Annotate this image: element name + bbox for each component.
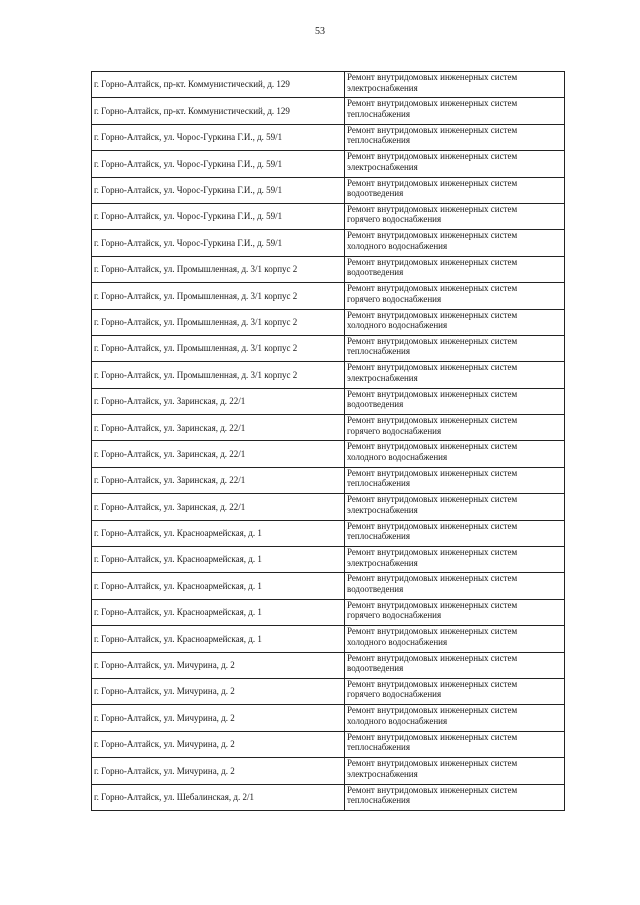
work-system-line: теплоснабжения xyxy=(347,135,410,146)
work-type-cell xyxy=(345,626,565,652)
work-system-line: электроснабжения xyxy=(347,768,418,779)
work-type-cell xyxy=(345,283,565,309)
work-type-line: Ремонт внутридомовых инженерных систем xyxy=(347,626,518,637)
address-cell: г. Горно-Алтайск, ул. Заринская, д. 22/1 xyxy=(92,467,345,493)
address-cell: г. Горно-Алтайск, ул. Промышленная, д. 3/1 корпус 2 xyxy=(92,335,345,361)
work-system-line: теплоснабжения xyxy=(347,108,410,119)
address-cell: г. Горно-Алтайск, ул. Красноармейская, д. 1 xyxy=(92,520,345,546)
work-type-line: Ремонт внутридомовых инженерных систем xyxy=(347,758,518,769)
table-row xyxy=(92,731,565,757)
work-system-line: водоотведения xyxy=(347,583,404,594)
address-cell: г. Горно-Алтайск, ул. Промышленная, д. 3/1 корпус 2 xyxy=(92,309,345,335)
address-cell: г. Горно-Алтайск, ул. Мичурина, д. 2 xyxy=(92,731,345,757)
table-row xyxy=(92,652,565,678)
work-type-cell xyxy=(345,520,565,546)
work-type-line: Ремонт внутридомовых инженерных систем xyxy=(347,678,518,689)
work-system-line: теплоснабжения xyxy=(347,478,410,489)
work-system-line: электроснабжения xyxy=(347,372,418,383)
work-system-line: горячего водоснабжения xyxy=(347,293,442,304)
work-type-cell xyxy=(345,362,565,388)
address-cell: г. Горно-Алтайск, ул. Мичурина, д. 2 xyxy=(92,705,345,731)
address-cell: г. Горно-Алтайск, ул. Заринская, д. 22/1 xyxy=(92,441,345,467)
work-type-cell xyxy=(345,72,565,98)
work-type-line: Ремонт внутридомовых инженерных систем xyxy=(347,98,518,109)
table-row xyxy=(92,758,565,784)
address-cell: г. Горно-Алтайск, ул. Красноармейская, д. 1 xyxy=(92,547,345,573)
work-system-line: горячего водоснабжения xyxy=(347,425,442,436)
work-type-line: Ремонт внутридомовых инженерных систем xyxy=(347,467,518,478)
work-type-cell xyxy=(345,494,565,520)
work-system-line: теплоснабжения xyxy=(347,742,410,753)
address-cell: г. Горно-Алтайск, ул. Красноармейская, д. 1 xyxy=(92,599,345,625)
work-type-line: Ремонт внутридомовых инженерных систем xyxy=(347,230,518,241)
works-table-body xyxy=(92,72,565,811)
table-row xyxy=(92,362,565,388)
work-system-line: холодного водоснабжения xyxy=(347,636,448,647)
table-row xyxy=(92,309,565,335)
work-type-line: Ремонт внутридомовых инженерных систем xyxy=(347,652,518,663)
table-row xyxy=(92,98,565,124)
table-row xyxy=(92,203,565,229)
table-row xyxy=(92,494,565,520)
work-type-cell xyxy=(345,441,565,467)
work-type-line: Ремонт внутридомовых инженерных систем xyxy=(347,335,518,346)
address-cell: г. Горно-Алтайск, ул. Чорос-Гуркина Г.И., д. 59/1 xyxy=(92,230,345,256)
work-system-line: горячего водоснабжения xyxy=(347,610,442,621)
work-type-cell xyxy=(345,599,565,625)
work-system-line: горячего водоснабжения xyxy=(347,689,442,700)
table-row xyxy=(92,72,565,98)
work-system-line: холодного водоснабжения xyxy=(347,715,448,726)
table-row xyxy=(92,177,565,203)
table-row xyxy=(92,520,565,546)
work-system-line: электроснабжения xyxy=(347,82,418,93)
address-cell: г. Горно-Алтайск, ул. Заринская, д. 22/1 xyxy=(92,388,345,414)
work-type-line: Ремонт внутридомовых инженерных систем xyxy=(347,256,518,267)
work-system-line: водоотведения xyxy=(347,663,404,674)
work-type-line: Ремонт внутридомовых инженерных систем xyxy=(347,415,518,426)
work-type-cell xyxy=(345,731,565,757)
work-system-line: холодного водоснабжения xyxy=(347,451,448,462)
work-type-cell xyxy=(345,98,565,124)
table-row xyxy=(92,626,565,652)
address-cell: г. Горно-Алтайск, ул. Промышленная, д. 3/1 корпус 2 xyxy=(92,362,345,388)
address-cell: г. Горно-Алтайск, ул. Чорос-Гуркина Г.И., д. 59/1 xyxy=(92,177,345,203)
work-system-line: водоотведения xyxy=(347,188,404,199)
work-type-cell xyxy=(345,652,565,678)
work-type-cell xyxy=(345,256,565,282)
table-row xyxy=(92,678,565,704)
address-cell: г. Горно-Алтайск, пр-кт. Коммунистический, д. 129 xyxy=(92,98,345,124)
work-type-line: Ремонт внутридомовых инженерных систем xyxy=(347,441,518,452)
work-type-cell xyxy=(345,124,565,150)
work-type-line: Ремонт внутридомовых инженерных систем xyxy=(347,705,518,716)
work-type-line: Ремонт внутридомовых инженерных систем xyxy=(347,362,518,373)
address-cell: г. Горно-Алтайск, ул. Чорос-Гуркина Г.И., д. 59/1 xyxy=(92,124,345,150)
work-type-cell xyxy=(345,467,565,493)
table-row xyxy=(92,415,565,441)
work-type-line: Ремонт внутридомовых инженерных систем xyxy=(347,599,518,610)
work-type-line: Ремонт внутридомовых инженерных систем xyxy=(347,151,518,162)
table-row xyxy=(92,784,565,810)
works-table xyxy=(91,71,565,811)
address-cell: г. Горно-Алтайск, ул. Шебалинская, д. 2/1 xyxy=(92,784,345,810)
work-system-line: электроснабжения xyxy=(347,504,418,515)
work-system-line: теплоснабжения xyxy=(347,346,410,357)
work-type-cell xyxy=(345,388,565,414)
work-type-line: Ремонт внутридомовых инженерных систем xyxy=(347,177,518,188)
table-row xyxy=(92,388,565,414)
address-cell: г. Горно-Алтайск, пр-кт. Коммунистический, д. 129 xyxy=(92,72,345,98)
work-type-line: Ремонт внутридомовых инженерных систем xyxy=(347,784,518,795)
table-row xyxy=(92,335,565,361)
work-system-line: холодного водоснабжения xyxy=(347,240,448,251)
address-cell: г. Горно-Алтайск, ул. Красноармейская, д. 1 xyxy=(92,573,345,599)
address-cell: г. Горно-Алтайск, ул. Красноармейская, д. 1 xyxy=(92,626,345,652)
work-system-line: водоотведения xyxy=(347,399,404,410)
table-row xyxy=(92,705,565,731)
work-type-line: Ремонт внутридомовых инженерных систем xyxy=(347,203,518,214)
work-type-cell xyxy=(345,309,565,335)
table-row xyxy=(92,547,565,573)
address-cell: г. Горно-Алтайск, ул. Чорос-Гуркина Г.И., д. 59/1 xyxy=(92,203,345,229)
work-type-cell xyxy=(345,203,565,229)
work-system-line: теплоснабжения xyxy=(347,795,410,806)
address-cell: г. Горно-Алтайск, ул. Мичурина, д. 2 xyxy=(92,758,345,784)
work-type-line: Ремонт внутридомовых инженерных систем xyxy=(347,573,518,584)
work-type-line: Ремонт внутридомовых инженерных систем xyxy=(347,72,518,82)
page-number: 53 xyxy=(315,26,325,37)
address-cell: г. Горно-Алтайск, ул. Промышленная, д. 3/1 корпус 2 xyxy=(92,283,345,309)
work-type-line: Ремонт внутридомовых инженерных систем xyxy=(347,309,518,320)
work-type-cell xyxy=(345,230,565,256)
table-row xyxy=(92,283,565,309)
work-system-line: электроснабжения xyxy=(347,161,418,172)
address-cell: г. Горно-Алтайск, ул. Заринская, д. 22/1 xyxy=(92,415,345,441)
work-type-cell xyxy=(345,151,565,177)
address-cell: г. Горно-Алтайск, ул. Чорос-Гуркина Г.И., д. 59/1 xyxy=(92,151,345,177)
work-type-cell xyxy=(345,705,565,731)
table-row xyxy=(92,124,565,150)
work-type-line: Ремонт внутридомовых инженерных систем xyxy=(347,731,518,742)
work-system-line: горячего водоснабжения xyxy=(347,214,442,225)
work-type-line: Ремонт внутридомовых инженерных систем xyxy=(347,388,518,399)
table-row xyxy=(92,151,565,177)
work-type-line: Ремонт внутридомовых инженерных систем xyxy=(347,520,518,531)
work-type-cell xyxy=(345,678,565,704)
work-system-line: холодного водоснабжения xyxy=(347,320,448,331)
table-row xyxy=(92,256,565,282)
address-cell: г. Горно-Алтайск, ул. Заринская, д. 22/1 xyxy=(92,494,345,520)
work-system-line: теплоснабжения xyxy=(347,531,410,542)
work-type-cell xyxy=(345,784,565,810)
table-row xyxy=(92,573,565,599)
work-type-line: Ремонт внутридомовых инженерных систем xyxy=(347,547,518,558)
table-row xyxy=(92,467,565,493)
table-row xyxy=(92,441,565,467)
work-type-line: Ремонт внутридомовых инженерных систем xyxy=(347,283,518,294)
work-type-line: Ремонт внутридомовых инженерных систем xyxy=(347,494,518,505)
work-type-cell xyxy=(345,758,565,784)
address-cell: г. Горно-Алтайск, ул. Промышленная, д. 3/1 корпус 2 xyxy=(92,256,345,282)
work-type-cell xyxy=(345,573,565,599)
work-type-cell xyxy=(345,547,565,573)
table-row xyxy=(92,599,565,625)
work-system-line: водоотведения xyxy=(347,267,404,278)
address-cell: г. Горно-Алтайск, ул. Мичурина, д. 2 xyxy=(92,678,345,704)
work-type-cell xyxy=(345,177,565,203)
work-type-cell xyxy=(345,415,565,441)
work-system-line: электроснабжения xyxy=(347,557,418,568)
work-type-line: Ремонт внутридомовых инженерных систем xyxy=(347,124,518,135)
address-cell: г. Горно-Алтайск, ул. Мичурина, д. 2 xyxy=(92,652,345,678)
table-row xyxy=(92,230,565,256)
work-type-cell xyxy=(345,335,565,361)
